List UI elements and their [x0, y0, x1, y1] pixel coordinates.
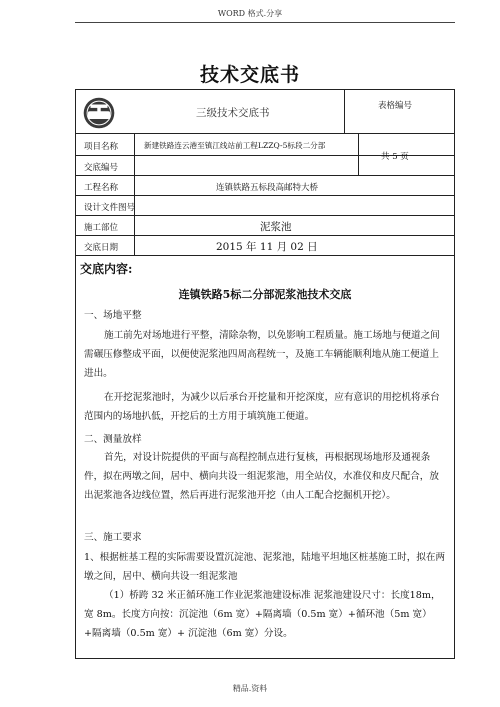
section-heading: 二、测量放样 — [84, 434, 142, 445]
design-doc-label: 设计文件图号 — [84, 203, 136, 213]
section-heading: 一、场地平整 — [84, 310, 142, 321]
date-label: 交底日期 — [84, 243, 119, 253]
col-divider — [358, 133, 359, 175]
row-divider — [76, 215, 454, 216]
col-divider — [134, 133, 135, 255]
date-value: 2015 年 11 月 02 日 — [216, 241, 318, 253]
paragraph: 在开挖泥浆池时，为减少以后承台开挖量和开挖深度，应有意识的用挖机将承台范围内的场地扒低，开挖后的土方用于填筑施工便道。 — [84, 392, 440, 422]
handover-form — [75, 89, 455, 659]
section-heading: 三、施工要求 — [84, 532, 142, 543]
handover-no-label: 交底编号 — [84, 163, 119, 173]
content-title: 连镇铁路5标二分部泥浆池技术交底 — [178, 288, 352, 301]
document-title: 技术交底书 — [199, 64, 300, 86]
page-header: WORD 格式.分享 — [217, 9, 283, 18]
paragraph: 首先，对设计院提供的平面与高程控制点进行复核，再根据现场地形及通视条件，拟在两墩之间，居中、横向共设一组泥浆池，用全站仪，水准仪和皮尺配合，放出泥浆池各边线位置，然后再进行泥浆池开挖（由人工配合挖掘机开挖）。 — [84, 452, 439, 501]
form-level-title: 三级技术交底书 — [196, 107, 270, 119]
row-divider — [76, 255, 454, 256]
row-divider — [76, 133, 454, 134]
site-label: 施工部位 — [84, 223, 119, 233]
row-divider — [76, 175, 454, 176]
work-name-value: 连镇铁路五标段高邮特大桥 — [216, 183, 319, 193]
paragraph: 1、根据桩基工程的实际需要设置沉淀池、泥浆池，陆地平坦地区桩基施工时，拟在两墩之间，居中、横向共设一组泥浆池 — [84, 552, 446, 582]
paragraph: （1）桥跨 32 米正循环施工作业泥浆池建设标准 泥浆池建设尺寸：长度18m，宽 8m。长度方向按：沉淀池（6m 宽）+隔离墙（0.5m 宽）+循环池（5m 宽）+隔离墙（0.5m 宽）+ 沉淀池（6m 宽）分设。 — [84, 590, 441, 639]
col-divider — [344, 90, 345, 133]
site-value: 泥浆池 — [260, 221, 292, 233]
row-divider — [76, 195, 454, 196]
header-divider — [75, 22, 455, 23]
company-logo-icon — [82, 96, 116, 130]
page-footer: 精品.资料 — [232, 684, 268, 693]
work-name-label: 工程名称 — [84, 183, 119, 193]
project-value: 新建铁路连云港至镇江线站前工程LZZQ-5标段二分部 — [144, 141, 326, 150]
paragraph: 施工前先对场地进行平整，清除杂物，以免影响工程质量。施工场地与便道之间需碾压修整成平面，以便使泥浆池四周高程统一，及施工车辆能顺利地从施工便道上进出。 — [84, 330, 440, 379]
row-divider — [76, 235, 454, 236]
form-number-label: 表格编号 — [378, 101, 413, 111]
project-label: 项目名称 — [84, 142, 119, 152]
pages-value: 共 5 页 — [381, 152, 409, 162]
content-heading: 交底内容: — [80, 262, 133, 276]
